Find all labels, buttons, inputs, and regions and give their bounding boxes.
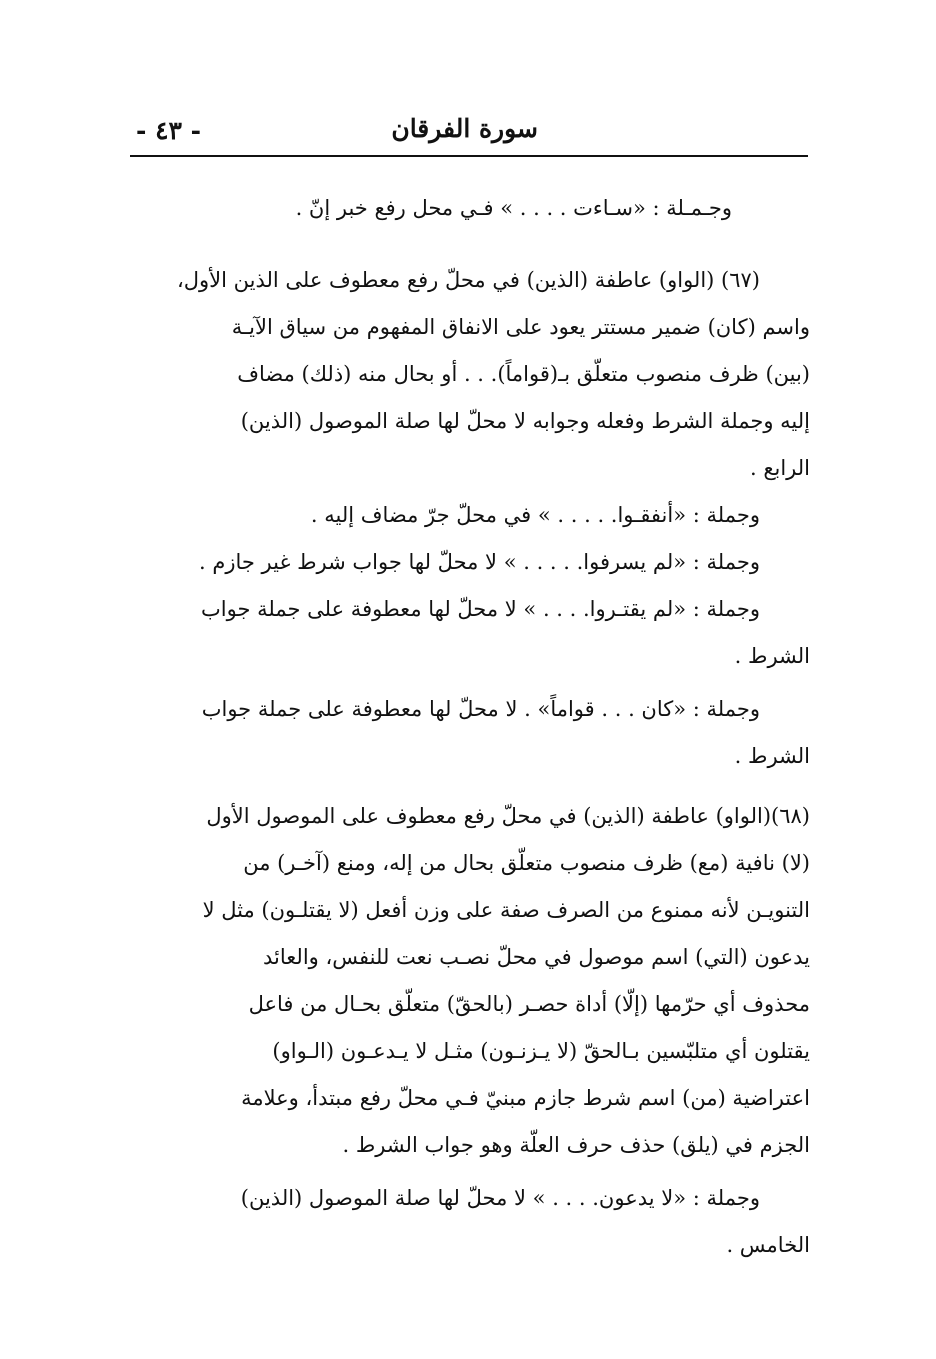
text-line: الشرط . [734, 644, 810, 668]
paragraph-67 [138, 257, 810, 492]
text-line: يقتلون أي متلبّسين بـالحقّ (لا يـزنـون) مثـل لا يـدعـون (الـواو) [272, 1039, 810, 1063]
text-line: وجملة : «أنفقـوا. . . . . » في محلّ جرّ مضاف إليه . [310, 503, 760, 527]
page-header [130, 112, 808, 152]
text-line: (لا) نافية (مع) ظرف منصوب متعلّق بحال من إله، ومنع (آخـر) من [243, 851, 810, 875]
text-line: الرابع . [749, 456, 810, 480]
text-line: محذوف أي حرّمها (إلّا) أداة حصـر (بالحقّ) متعلّق بحـال من فاعل [248, 992, 810, 1016]
text-line: وجملة : «لم يقتـروا. . . . » لا محلّ لها معطوفة على جملة جواب [201, 597, 760, 621]
paragraph-68 [138, 793, 810, 1169]
clauses-68 [138, 1175, 810, 1269]
text-line: الخامس . [726, 1233, 810, 1257]
surah-title: سورة الفرقان [391, 114, 538, 143]
text-line: (٦٧) (الواو) عاطفة (الذين) في محلّ رفع معطوف على الذين الأول، [176, 268, 760, 292]
text-line: الجزم في (يلق) حذف حرف العلّة وهو جواب الشرط . [342, 1133, 810, 1157]
text-line: يدعون (التي) اسم موصول في محلّ نصـب نعت للنفس، والعائد [263, 945, 810, 969]
text-line: وجملة : «لا يدعون. . . . » لا محلّ لها صلة الموصول (الذين) [240, 1186, 760, 1210]
page-number: - ٤٣ - [136, 116, 202, 145]
page-body [138, 185, 810, 1269]
text-line: إليه وجملة الشرط وفعله وجوابه لا محلّ لها صلة الموصول (الذين) [240, 409, 810, 433]
text-line: (بين) ظرف منصوب متعلّق بـ(قواماً). . . أو بحال منه (ذلك) مضاف [237, 362, 810, 386]
text-line: وجـمـلة : «سـاءت . . . . » فـي محل رفع خبر إنّ . [295, 196, 732, 220]
text-line: التنويـن لأنه ممنوع من الصرف صفة على وزن أفعل (لا يقتلـون) مثل لا [202, 898, 810, 922]
header-divider [130, 155, 808, 157]
text-line: واسم (كان) ضمير مستتر يعود على الانفاق المفهوم من سياق الآيـة [231, 315, 810, 339]
text-line: (٦٨)(الواو) عاطفة (الذين) في محلّ رفع معطوف على الموصول الأول [206, 804, 810, 828]
text-line: الشرط . [734, 744, 810, 768]
text-line: وجملة : «كان . . . قواماً» . لا محلّ لها معطوفة على جملة جواب [201, 697, 760, 721]
text-line: وجملة : «لم يسرفوا. . . . . » لا محلّ لها جواب شرط غير جازم . [199, 550, 760, 574]
clauses-67 [138, 492, 810, 780]
text-line: اعتراضية (من) اسم شرط جازم مبنيّ فـي محلّ رفع مبتدأ، وعلامة [241, 1086, 810, 1110]
